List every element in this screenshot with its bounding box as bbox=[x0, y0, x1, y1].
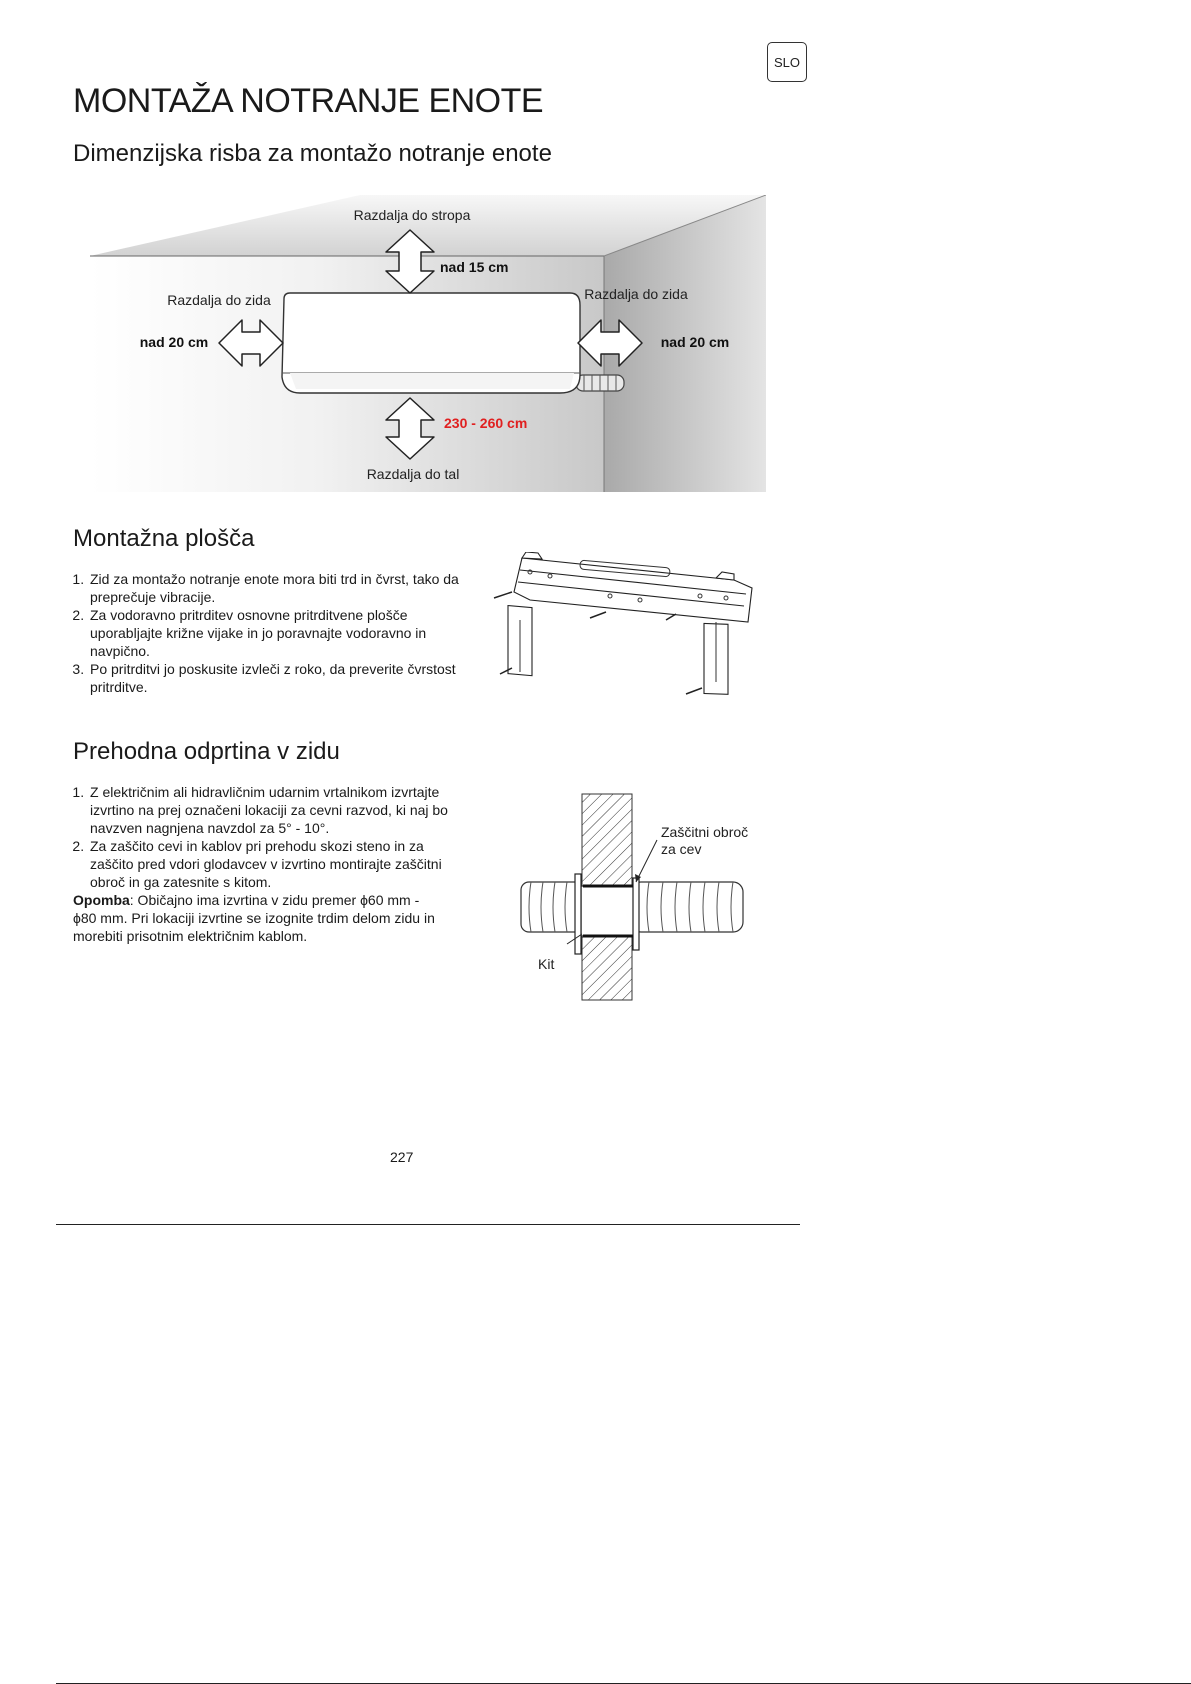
mounting-plate-icon bbox=[514, 558, 752, 622]
note-label: Opomba bbox=[73, 892, 130, 908]
page-number: 227 bbox=[390, 1149, 414, 1165]
right-wall-distance-value: nad 20 cm bbox=[660, 334, 730, 350]
list-item: 3. Po pritrditvi jo poskusite izvleči z roko, da preverite čvrstost pritrditve. bbox=[88, 660, 478, 696]
wall-hole-steps bbox=[73, 783, 458, 891]
section-heading-mounting-plate: Montažna plošča bbox=[73, 525, 255, 552]
left-wall-distance-label: Razdalja do zida bbox=[167, 292, 271, 308]
mounting-plate-steps bbox=[73, 570, 478, 696]
page-title: MONTAŽA NOTRANJE ENOTE bbox=[73, 82, 544, 120]
floor-distance-label: Razdalja do tal bbox=[366, 466, 460, 482]
list-item: 2. Za vodoravno pritrditev osnovne pritrditvene plošče uporabljajte križne vijake in jo poravnajte vodoravno in navpično. bbox=[88, 606, 478, 660]
right-wall-distance-label: Razdalja do zida bbox=[584, 286, 688, 302]
section-heading-dimensions: Dimenzijska risba za montažo notranje enote bbox=[73, 140, 552, 167]
ceiling-distance-label: Razdalja do stropa bbox=[353, 207, 471, 223]
page-divider bbox=[56, 1224, 800, 1225]
dimension-diagram bbox=[90, 195, 766, 492]
putty-label: Kit bbox=[538, 956, 555, 972]
ceiling-distance-value: nad 15 cm bbox=[440, 259, 509, 275]
protective-ring-label: Zaščitni obroč bbox=[661, 824, 749, 840]
floor-distance-value: 230 - 260 cm bbox=[444, 415, 528, 431]
language-badge: SLO bbox=[767, 42, 807, 82]
wall-hole-illustration bbox=[515, 790, 760, 1005]
note-text: : Običajno ima izvrtina v zidu premer ϕ60 mm - ϕ80 mm. Pri lokaciji izvrtine se izognite trdim delom zidu in morebiti prisotnim električnim kablom. bbox=[73, 892, 435, 944]
mounting-plate-illustration bbox=[490, 552, 760, 702]
note bbox=[73, 891, 443, 945]
ring-leader-line bbox=[636, 840, 657, 882]
left-wall-distance-value: nad 20 cm bbox=[139, 334, 209, 350]
refrigerant-pipe-icon bbox=[576, 375, 624, 391]
indoor-unit-icon bbox=[282, 293, 580, 393]
section-heading-wall-hole: Prehodna odprtina v zidu bbox=[73, 738, 340, 765]
list-item: 1. Z električnim ali hidravličnim udarnim vrtalnikom izvrtajte izvrtino na prej označeni lokaciji za cevni razvod, ki naj bo navzven nagnjena navzdol za 5° - 10°. bbox=[88, 783, 458, 837]
list-item: 1. Zid za montažo notranje enote mora biti trd in čvrst, tako da preprečuje vibracije. bbox=[88, 570, 478, 606]
protective-ring-label-line2: za cev bbox=[661, 841, 702, 857]
list-item: 2. Za zaščito cevi in kablov pri prehodu skozi steno in za zaščito pred vdori glodavcev v izvrtino montirajte zaščitni obroč in ga zatesnite s kitom. bbox=[88, 837, 458, 891]
